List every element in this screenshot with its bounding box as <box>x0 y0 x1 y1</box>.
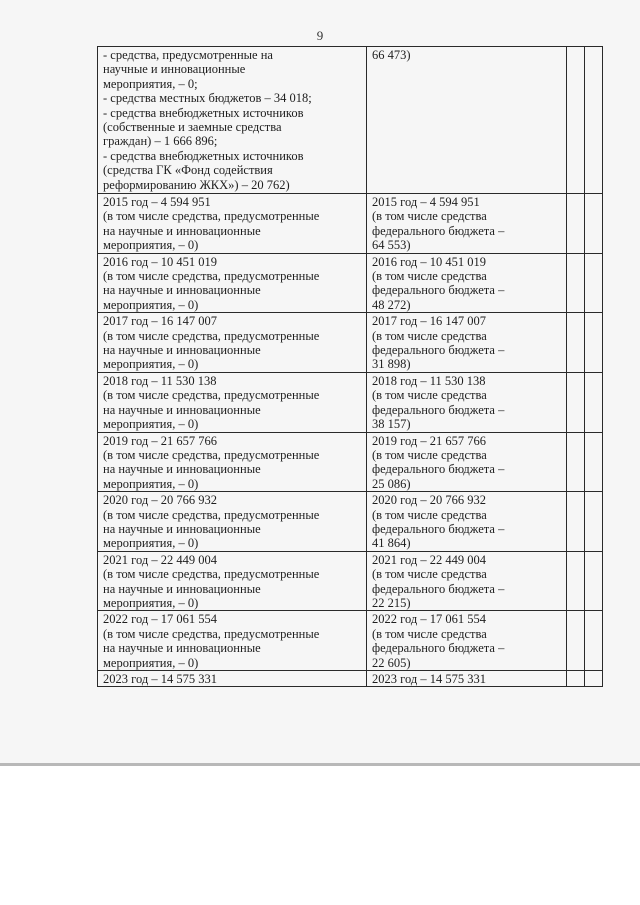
page-bottom-edge <box>0 763 640 766</box>
left-cell: 2022 год – 17 061 554 (в том числе средства, предусмотренные на научные и инновационные мероприятия, – 0) <box>98 611 367 671</box>
right-cell: 2023 год – 14 575 331 <box>367 671 567 687</box>
empty-cell <box>567 194 585 254</box>
left-cell: - средства, предусмотренные на научные и инновационные мероприятия, – 0; - средства местных бюджетов – 34 018; - средства внебюджетных источников (собственные и заемные средства граждан) – 1 666 896; - средства внебюджетных источников (средства ГК «Фонд содействия реформированию ЖКХ») – 20 762) <box>98 47 367 194</box>
left-cell: 2018 год – 11 530 138 (в том числе средства, предусмотренные на научные и инновационные мероприятия, – 0) <box>98 372 367 432</box>
table-row <box>98 313 603 373</box>
empty-cell <box>585 611 603 671</box>
table-row <box>98 432 603 492</box>
left-cell: 2021 год – 22 449 004 (в том числе средства, предусмотренные на научные и инновационные мероприятия, – 0) <box>98 551 367 611</box>
right-cell: 2016 год – 10 451 019 (в том числе средства федерального бюджета – 48 272) <box>367 253 567 313</box>
empty-cell <box>567 313 585 373</box>
empty-cell <box>585 47 603 194</box>
page-number: 9 <box>316 28 324 43</box>
table-row <box>98 194 603 254</box>
right-cell: 2017 год – 16 147 007 (в том числе средства федерального бюджета – 31 898) <box>367 313 567 373</box>
empty-cell <box>585 432 603 492</box>
empty-cell <box>567 492 585 552</box>
left-cell: 2015 год – 4 594 951 (в том числе средства, предусмотренные на научные и инновационные мероприятия, – 0) <box>98 194 367 254</box>
left-cell: 2017 год – 16 147 007 (в том числе средства, предусмотренные на научные и инновационные мероприятия, – 0) <box>98 313 367 373</box>
table-row <box>98 47 603 194</box>
left-cell: 2023 год – 14 575 331 <box>98 671 367 687</box>
right-cell: 66 473) <box>367 47 567 194</box>
empty-cell <box>567 611 585 671</box>
empty-cell <box>585 313 603 373</box>
table-row <box>98 551 603 611</box>
funding-table <box>97 46 603 687</box>
left-cell: 2019 год – 21 657 766 (в том числе средства, предусмотренные на научные и инновационные мероприятия, – 0) <box>98 432 367 492</box>
right-cell: 2015 год – 4 594 951 (в том числе средства федерального бюджета – 64 553) <box>367 194 567 254</box>
table-row <box>98 671 603 687</box>
empty-cell <box>585 492 603 552</box>
table-row <box>98 611 603 671</box>
table-row <box>98 372 603 432</box>
empty-cell <box>585 372 603 432</box>
right-cell: 2018 год – 11 530 138 (в том числе средства федерального бюджета – 38 157) <box>367 372 567 432</box>
table-row <box>98 253 603 313</box>
right-cell: 2019 год – 21 657 766 (в том числе средства федерального бюджета – 25 086) <box>367 432 567 492</box>
empty-cell <box>585 253 603 313</box>
empty-cell <box>567 432 585 492</box>
right-cell: 2021 год – 22 449 004 (в том числе средства федерального бюджета – 22 215) <box>367 551 567 611</box>
right-cell: 2022 год – 17 061 554 (в том числе средства федерального бюджета – 22 605) <box>367 611 567 671</box>
empty-cell <box>567 551 585 611</box>
empty-cell <box>567 372 585 432</box>
right-cell: 2020 год – 20 766 932 (в том числе средства федерального бюджета – 41 864) <box>367 492 567 552</box>
table-row <box>98 492 603 552</box>
empty-cell <box>585 671 603 687</box>
empty-cell <box>567 671 585 687</box>
empty-cell <box>567 47 585 194</box>
empty-cell <box>567 253 585 313</box>
left-cell: 2020 год – 20 766 932 (в том числе средства, предусмотренные на научные и инновационные мероприятия, – 0) <box>98 492 367 552</box>
empty-cell <box>585 551 603 611</box>
empty-cell <box>585 194 603 254</box>
left-cell: 2016 год – 10 451 019 (в том числе средства, предусмотренные на научные и инновационные мероприятия, – 0) <box>98 253 367 313</box>
